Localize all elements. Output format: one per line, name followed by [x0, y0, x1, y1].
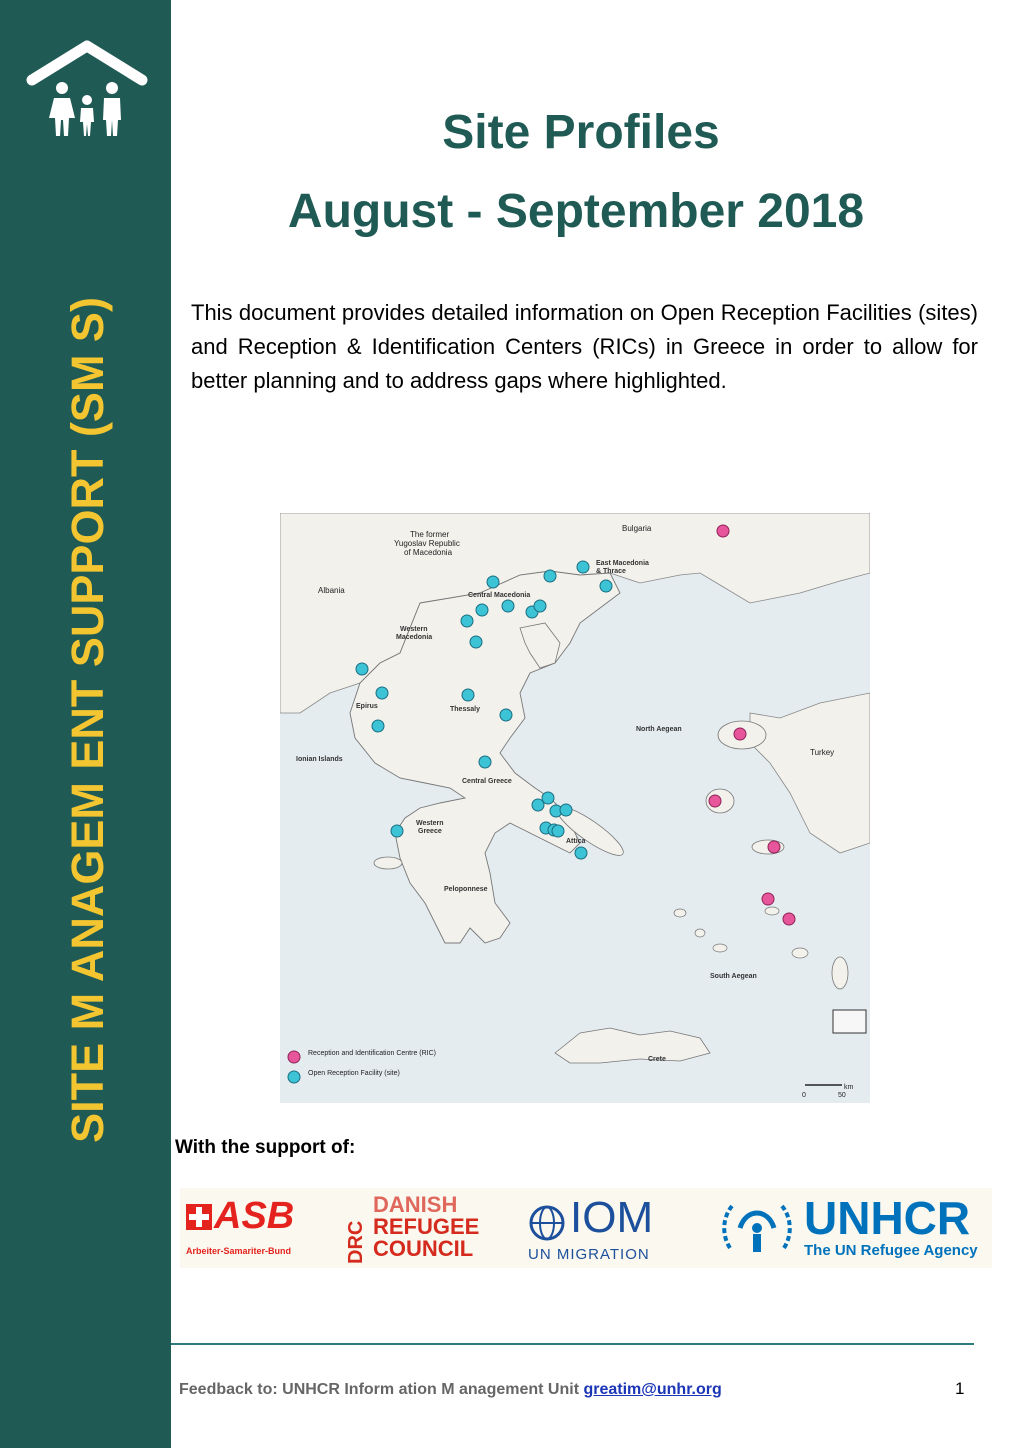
- page-subtitle: August - September 2018: [287, 185, 865, 238]
- label-central-macedonia: Central Macedonia: [468, 592, 531, 599]
- scale-label-0: 0: [802, 1092, 806, 1099]
- ric-marker: [762, 893, 774, 905]
- footer-divider: [171, 1343, 974, 1345]
- page-number: 1: [955, 1379, 965, 1398]
- site-marker: [487, 576, 499, 588]
- ric-marker: [768, 841, 780, 853]
- island-kos: [792, 948, 808, 958]
- site-marker: [534, 600, 546, 612]
- unhcr-emblem-icon: [720, 1198, 794, 1258]
- ric-marker: [717, 525, 729, 537]
- label-albania: Albania: [318, 586, 345, 595]
- label-central-greece: Central Greece: [462, 778, 512, 785]
- scale-label-50: 50: [838, 1092, 846, 1099]
- sidebar-title: SITE M ANAGEM ENT SUPPORT (SM S): [62, 297, 113, 1143]
- site-marker: [462, 689, 474, 701]
- label-crete: Crete: [648, 1056, 666, 1063]
- site-marker: [476, 604, 488, 616]
- island-kefalonia: [374, 857, 402, 869]
- site-marker: [577, 561, 589, 573]
- scale-unit: km: [844, 1084, 854, 1091]
- legend-site-swatch: [288, 1071, 300, 1083]
- label-turkey: Turkey: [810, 748, 835, 757]
- label-epirus: Epirus: [356, 703, 378, 710]
- site-marker: [502, 600, 514, 612]
- site-marker: [356, 663, 368, 675]
- island-cyclades-1: [674, 909, 686, 917]
- label-east-macedonia: East Macedonia & Thrace: [596, 560, 649, 575]
- partner-logos: [180, 1188, 992, 1268]
- asb-logo: ASB Arbeiter-Samariter-Bund: [186, 1195, 295, 1256]
- label-peloponnese: Peloponnese: [444, 886, 488, 893]
- legend-ric-label: Reception and Identification Centre (RIC): [308, 1050, 437, 1057]
- page-title: Site Profiles: [442, 106, 720, 159]
- site-marker: [542, 792, 554, 804]
- footer-feedback: [179, 1381, 722, 1399]
- iom-logo: IOM UN MIGRATION: [528, 1193, 654, 1263]
- legend-ric-swatch: [288, 1051, 300, 1063]
- sidebar: [0, 0, 171, 1448]
- label-attica: Attica: [566, 838, 586, 845]
- site-marker: [500, 709, 512, 721]
- site-marker: [376, 687, 388, 699]
- label-ionian-islands: Ionian Islands: [296, 756, 343, 763]
- map-inset: [833, 1010, 866, 1033]
- greece-sites-map: [280, 513, 870, 1103]
- iom-globe-icon: [528, 1204, 566, 1242]
- label-fyrom: The former Yugoslav Republic of Macedonia: [394, 530, 460, 557]
- site-marker: [544, 570, 556, 582]
- ric-marker: [783, 913, 795, 925]
- site-marker: [552, 825, 564, 837]
- island-cyclades-3: [713, 944, 727, 952]
- feedback-email-link[interactable]: greatim@unhr.org: [583, 1381, 722, 1398]
- asb-cross-icon: [186, 1204, 212, 1230]
- site-marker: [575, 847, 587, 859]
- label-north-aegean: North Aegean: [636, 726, 682, 733]
- island-rhodes: [832, 957, 848, 989]
- site-marker: [479, 756, 491, 768]
- support-label: With the support of:: [175, 1137, 356, 1158]
- label-western-macedonia: Western Macedonia: [396, 626, 433, 641]
- intro-paragraph: This document provides detailed information on Open Reception Facilities (sites) and Reception & Identification Centers (RICs) in Greece in order to allow for better planning and to address gaps where highlighted.: [191, 300, 978, 393]
- ric-marker: [734, 728, 746, 740]
- label-bulgaria: Bulgaria: [622, 524, 652, 533]
- site-marker: [560, 804, 572, 816]
- ric-marker: [709, 795, 721, 807]
- site-marker: [461, 615, 473, 627]
- site-marker: [372, 720, 384, 732]
- site-marker: [470, 636, 482, 648]
- site-marker: [391, 825, 403, 837]
- legend-site-label: Open Reception Facility (site): [308, 1070, 400, 1077]
- unhcr-logo: UNHCR The UN Refugee Agency: [720, 1196, 990, 1262]
- site-marker: [600, 580, 612, 592]
- island-cyclades-2: [695, 929, 705, 937]
- label-western-greece: Western Greece: [416, 820, 444, 835]
- drc-logo: DRC DANISH REFUGEE COUNCIL: [345, 1192, 480, 1264]
- home-family-logo: [26, 36, 148, 144]
- label-south-aegean: South Aegean: [710, 973, 757, 980]
- label-thessaly: Thessaly: [450, 706, 480, 713]
- island-leros: [765, 907, 779, 915]
- footer-label: Feedback to: UNHCR Inform ation M anagement Unit: [179, 1381, 580, 1398]
